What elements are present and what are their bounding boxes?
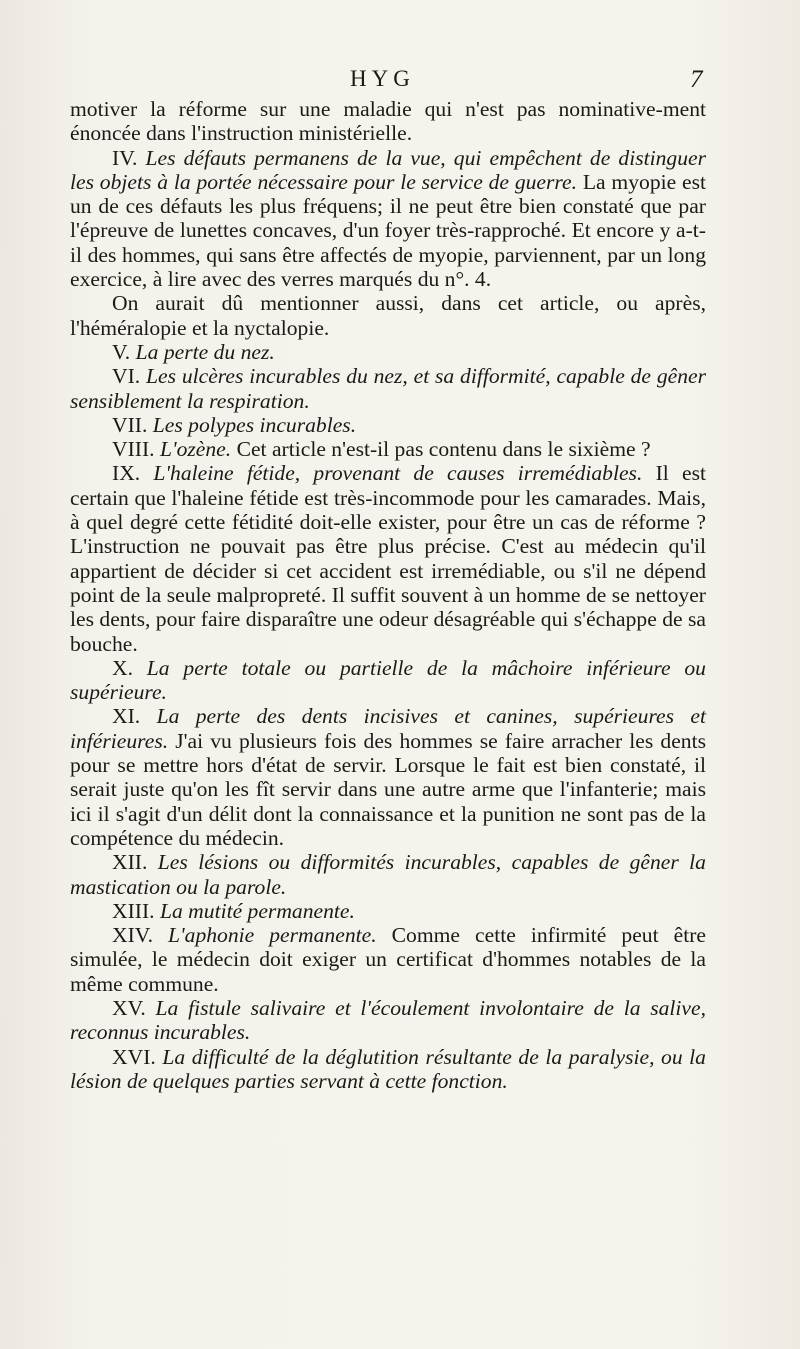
text-run: Il est certain que l'haleine fétide est très-incommode pour les camarades. Mais, à quel degré cette fétidité doit-elle exister, pour être un cas de réforme ? L'instruction ne pouvait pas être plus précise. C'est au médecin qu'il appartient de décider si cet accident est irremédiable, ou s'il ne dépend point de la seule malpropreté. Il suffit souvent à un homme de se nettoyer les dents, pour faire disparaître une odeur désagréable qui s'échappe de sa bouche. [70,461,706,656]
text-run: XII. [112,850,158,875]
page-number: 7 [690,66,703,93]
paragraph-p1 [70,146,706,292]
text-run: J'ai vu plusieurs fois des hommes se faire arracher les dents pour se mettre hors d'état de servir. Lorsque le fait est bien constaté, il serait juste qu'on les fît servir dans une autre arme que l'infanterie; mais ici il s'agit d'un délit dont la connaissance et la punition ne sont pas de la compétence du médecin. [70,728,706,850]
paragraph-p10 [70,850,706,899]
italic-text: La perte du nez. [135,339,275,364]
paragraph-p2 [70,291,706,340]
page-body [70,97,706,1093]
running-head [0,66,800,96]
text-run: XVI. [112,1044,163,1069]
text-run: XIII. [112,898,160,923]
text-run: Cet article n'est-il pas contenu dans le sixième ? [231,437,651,462]
text-run: VII. [112,412,153,437]
text-run: VIII. [112,437,160,462]
italic-text: La difficulté de la déglutition résultante de la paralysie, ou la lésion de quelques parties servant à cette fonction. [70,1044,706,1093]
italic-text: La mutité permanente. [159,898,355,923]
italic-text: Les lésions ou difformités incurables, capables de gêner la mastication ou la parole. [70,850,706,899]
italic-text: L'ozène. [159,437,232,462]
text-run: XV. [112,995,156,1020]
paragraph-p4 [70,364,706,413]
italic-text: Les ulcères incurables du nez, et sa difformité, capable de gêner sensiblement la respiration. [70,364,706,413]
text-run: XIV. [112,923,169,948]
text-run: XI. [112,704,157,729]
paragraph-p11 [70,899,706,923]
italic-text: La perte des dents incisives et canines, supérieures et inférieures. [70,704,706,753]
italic-text: La fistule salivaire et l'écoulement involontaire de la salive, reconnus incurables. [70,995,707,1045]
running-head-title: HYG [350,66,415,91]
paragraph-p14 [70,1045,706,1094]
text-run: motiver la réforme sur une maladie qui n'est pas nominative-ment énoncée dans l'instruction ministérielle. [70,97,706,146]
paragraph-p0 [70,97,706,146]
text-run: Comme cette infirmité peut être simulée, le médecin doit exiger un certificat d'hommes notables de la même commune. [70,923,706,996]
paragraph-p8 [70,656,706,705]
paragraph-p6 [70,437,706,461]
italic-text: Les défauts permanens de la vue, qui empêchent de distinguer les objets à la portée nécessaire pour le service de guerre. [70,145,706,194]
italic-text: Les polypes incurables. [152,412,357,437]
text-run: VI. [112,364,147,389]
paragraph-p13 [70,996,706,1045]
text-run: V. [112,339,136,364]
text-run: IV. [112,145,146,170]
text-run: X. [112,655,147,680]
italic-text: L'aphonie permanente. [168,923,377,948]
text-run: La myopie est un de ces défauts les plus fréquens; il ne peut être bien constaté que par l'épreuve de lunettes concaves, d'un foyer très-rapproché. Et encore y a-t-il des hommes, qui sans être affectés de myopie, parviennent, par un long exercice, à lire avec des verres marqués du n°. 4. [70,169,707,292]
paragraph-p3 [70,340,706,364]
italic-text: L'haleine fétide, provenant de causes irremédiables. [153,461,643,486]
italic-text: La perte totale ou partielle de la mâchoire inférieure ou supérieure. [70,655,706,705]
text-run: On aurait dû mentionner aussi, dans cet article, ou après, l'héméralopie et la nyctalopie. [70,291,706,340]
paragraph-p12 [70,923,706,996]
paragraph-p7 [70,461,706,655]
paragraph-p9 [70,704,706,850]
paragraph-p5 [70,413,706,437]
text-run: IX. [112,461,154,486]
